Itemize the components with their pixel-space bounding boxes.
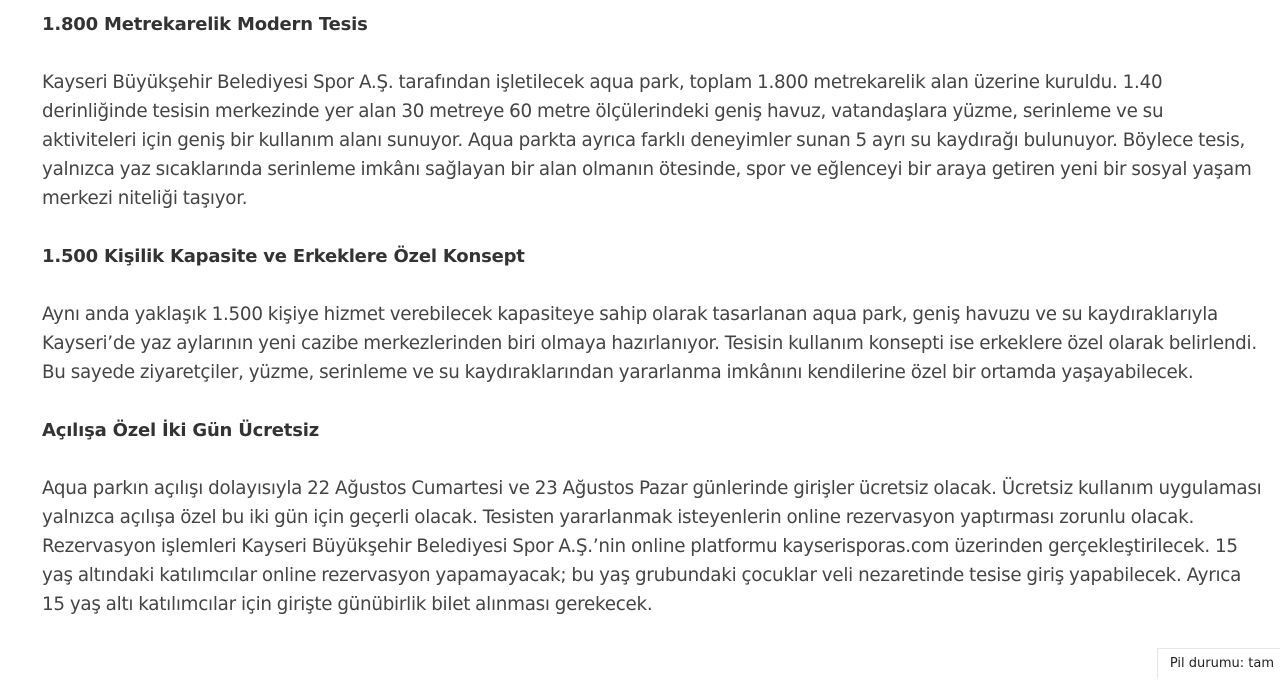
battery-status-tooltip: Pil durumu: tam xyxy=(1157,648,1280,679)
section-heading-facility: 1.800 Metrekarelik Modern Tesis xyxy=(42,14,368,35)
section-heading-opening: Açılışa Özel İki Gün Ücretsiz xyxy=(42,420,319,441)
article-body xyxy=(42,10,1262,648)
paragraph-capacity: Aynı anda yaklaşık 1.500 kişiye hizmet verebilecek kapasiteye sahip olarak tasarlanan aqua park, geniş havuzu ve su kaydıraklarıyla Kayseri’de yaz aylarının yeni cazibe merkezlerinden biri olmaya hazırlanıyor. Tesisin kullanım konsepti ise erkeklere özel olarak belirlendi. Bu sayede ziyaretçiler, yüzme, serinleme ve su kaydıraklarından yararlanma imkânını kendilerine özel bir ortamda yaşayabilecek. xyxy=(42,304,1257,383)
paragraph-opening: Aqua parkın açılışı dolayısıyla 22 Ağustos Cumartesi ve 23 Ağustos Pazar günlerinde girişler ücretsiz olacak. Ücretsiz kullanım uygulaması yalnızca açılışa özel bu iki gün için geçerli olacak. Tesisten yararlanmak isteyenlerin online rezervasyon yaptırması zorunlu olacak. Rezervasyon işlemleri Kayseri Büyükşehir Belediyesi Spor A.Ş.’nin online platformu kayserisporas.com üzerinden gerçekleştirilecek. 15 yaş altındaki katılımcılar online rezervasyon yapamayacak; bu yaş grubundaki çocuklar veli nezaretinde tesise giriş yapabilecek. Ayrıca 15 yaş altı katılımcılar için girişte günübirlik bilet alınması gerekecek. xyxy=(42,478,1262,615)
paragraph-facility: Kayseri Büyükşehir Belediyesi Spor A.Ş. tarafından işletilecek aqua park, toplam 1.800 metrekarelik alan üzerine kuruldu. 1.40 derinliğinde tesisin merkezinde yer alan 30 metreye 60 metre ölçülerindeki geniş havuz, vatandaşlara yüzme, serinleme ve su aktiviteleri için geniş bir kullanım alanı sunuyor. Aqua parkta ayrıca farklı deneyimler sunan 5 ayrı su kaydırağı bulunuyor. Böylece tesis, yalnızca yaz sıcaklarında serinleme imkânı sağlayan bir alan olmanın ötesinde, spor ve eğlenceyi bir araya getiren yeni bir sosyal yaşam merkezi niteliği taşıyor. xyxy=(42,72,1252,209)
section-heading-capacity: 1.500 Kişilik Kapasite ve Erkeklere Özel Konsept xyxy=(42,246,525,267)
